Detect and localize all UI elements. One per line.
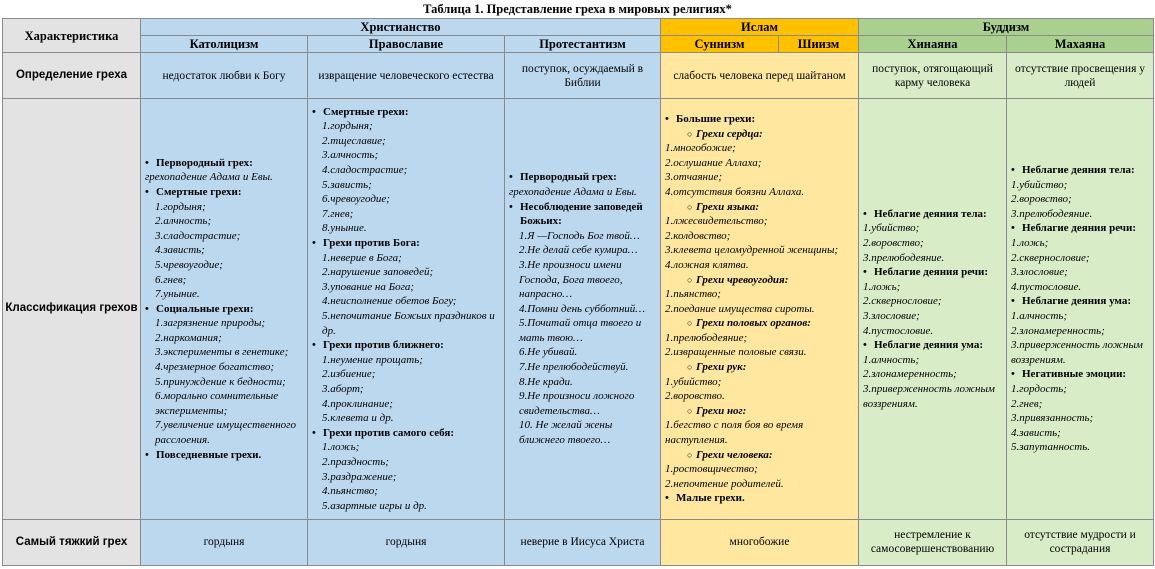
category-heading: • Повседневные грехи. [145,448,303,463]
list-item: 2.сквернословие; [1011,251,1090,264]
category-heading: • Грехи против Бога: [312,236,500,251]
list-item: 3.Не произноси имени Господа, Бога твоего, напрасно… [519,258,623,301]
list-item: 1.загрязнение природы; [155,317,266,330]
list-item: 1.ложь; [863,280,901,293]
subcategory-heading: ○ Грехи рук: [665,360,854,375]
list-item: 9.Не произноси ложного свидетельства… [519,390,635,417]
list-item: 3.клевета целомудренной женщины; [665,244,839,257]
category-heading: • Грехи против ближнего: [312,338,500,353]
list-item: 6.чревоугодие; [322,193,390,206]
definition-islam: слабость человека перед шайтаном [661,53,859,99]
list-item: 1.гордыня; [155,200,206,213]
list-item: 2.алчность; [155,215,212,228]
list-item: 3.эксперименты в генетике; [155,346,289,359]
header-catholicism: Католицизм [141,36,308,53]
list-item: грехопадение Адама и Евы. [145,171,273,184]
list-item: 2.непочтение родителей. [665,477,784,490]
category-heading: • Первородный грех: [509,170,656,185]
subcategory-heading: ○ Грехи сердца: [665,127,854,142]
subcategory-heading: ○ Грехи ног: [665,404,854,419]
list-item: 1.пьянство; [665,288,721,301]
gravest-orthodoxy: гордыня [308,519,505,565]
list-item: 5.принуждение к бедности; [155,375,286,388]
list-item: 6.Не убивай. [519,346,578,359]
list-item: 6.гнев; [155,273,187,286]
list-item: 1.неумение прощать; [322,353,423,366]
subcategory-heading: ○ Грехи человека: [665,448,854,463]
category-heading: • Смертные грехи: [145,185,303,200]
list-item: 3.приверженность ложным воззрениям. [863,382,995,410]
gravest-protestantism: неверие в Иисуса Христа [505,519,661,565]
list-item: 1.ростовщичество; [665,463,758,476]
header-characteristic: Характеристика [3,19,141,53]
header-mahayana: Махаяна [1007,36,1154,53]
list-item: 2.колдовство; [665,229,731,242]
list-item: 1.прелюбодеяние; [665,331,748,344]
list-item: 1.ложь; [1011,237,1049,250]
classification-hinayana [859,99,1007,520]
row-label-classification: Классификация грехов [3,99,141,520]
list-item: 4.ложная клятва. [665,258,749,271]
list-item: 1.убийство; [1011,178,1068,191]
category-heading: • Неблагие деяния ума: [1011,294,1149,309]
subcategory-heading: ○ Грехи языка: [665,200,854,215]
list-item: 7.уныние. [155,288,200,301]
list-item: 8.Не кради. [519,375,573,388]
definition-hinayana: поступок, отягощающий карму человека [859,53,1007,99]
list-item: 5.азартные игры и др. [322,499,427,512]
list-item: 10. Не желай жены ближнего твоего… [519,419,613,447]
list-item: 2.злонамеренность; [1011,324,1105,337]
gravest-islam: многобожие [661,519,859,565]
list-item: 2.наркомания; [155,331,222,344]
list-item: 1.ложь; [322,441,360,454]
list-item: 2.воровство; [863,237,924,250]
list-item: 2.избиение; [322,368,376,381]
list-item: 2.праздность; [322,455,389,468]
header-protestantism: Протестантизм [505,36,661,53]
list-item: 5.клевета и др. [322,412,394,425]
list-item: 4.Помни день субботний… [519,302,646,315]
gravest-catholicism: гордыня [141,519,308,565]
list-item: 3.прелюбодеяние. [863,251,945,264]
list-item: 7.Не прелюбодействуй. [519,361,629,374]
row-label-definition: Определение греха [3,53,141,99]
list-item: 3.раздражение; [322,470,397,483]
list-item: 3.прелюбодеяние. [1011,207,1093,220]
list-item: 2.тщеславие; [322,134,386,147]
category-heading: • Неблагие деяния ума: [863,338,1002,353]
list-item: 7.гнев; [322,207,354,220]
list-item: 1.многобожие; [665,142,736,155]
list-item: 2.нарушение заповедей; [322,266,434,279]
header-islam: Ислам [661,19,859,36]
classification-catholicism [141,99,308,520]
subcategory-heading: ○ Грехи чревоугодия: [665,273,854,288]
list-item: 3.приверженность ложным воззрениям. [1011,339,1143,366]
list-item: 4.пьянство; [322,485,378,498]
list-item: 1.гордыня; [322,120,373,133]
header-christianity: Христианство [141,19,661,36]
list-item: 2.воровство. [665,390,725,403]
list-item: 3.сладострастие; [155,229,241,242]
list-item: 1.убийство; [863,222,920,235]
row-label-gravest: Самый тяжкий грех [3,519,141,565]
list-item: 4.зависть; [1011,426,1061,439]
list-item: 3.привязанность; [1011,412,1094,425]
header-orthodoxy: Православие [308,36,505,53]
header-shiism: Шиизм [779,36,859,53]
subcategory-heading: ○ Грехи половых органов: [665,316,854,331]
definition-catholicism: недостаток любви к Богу [141,53,308,99]
list-item: 3.алчность; [322,149,379,162]
religions-sin-table [2,18,1154,566]
category-heading: • Смертные грехи: [312,105,500,120]
list-item: 1.алчность; [863,353,920,366]
list-item: 2.поедание имущества сироты. [665,302,815,315]
category-heading: • Большие грехи: [665,112,854,127]
list-item: 5.Почитай отца твоего и мать твою… [519,317,642,344]
list-item: 3.упование на Бога; [322,280,415,293]
list-item: 1.бегство с поля боя во время наступления. [665,419,804,447]
list-item: 3.злословие; [1011,266,1068,279]
list-item: 1.Я —Господь Бог твой… [519,229,640,242]
list-item: 2.Не делай себе кумира… [519,244,638,257]
list-item: 1.гордость; [1011,382,1067,395]
list-item: 5.запутанность. [1011,441,1090,454]
list-item: 4.неисполнение обетов Богу; [322,295,457,308]
gravest-mahayana: отсутствие мудрости и сострадания [1007,519,1154,565]
list-item: 5.чревоугодие; [155,258,223,271]
list-item: 2.сквернословие; [863,295,942,308]
list-item: 4.зависть; [155,244,205,257]
list-item: 1.неверие в Бога; [322,251,402,264]
category-heading: • Неблагие деяния речи: [1011,221,1149,236]
list-item: 3.отчаяние; [665,171,723,184]
category-heading: • Неблагие деяния речи: [863,265,1002,280]
list-item: 2.злонамеренность; [863,368,957,381]
classification-islam [661,99,859,520]
category-heading: • Малые грехи. [665,491,854,506]
list-item: 4.проклинание; [322,397,393,410]
header-sunnism: Суннизм [661,36,779,53]
category-heading: • Первородный грех: [145,156,303,171]
list-item: 4.пустословие. [863,324,934,337]
list-item: 4.чрезмерное богатство; [155,361,274,374]
list-item: 6.морально сомнительные эксперименты; [155,390,279,417]
table-caption: Таблица 1. Представление греха в мировых религиях* [423,2,732,16]
category-heading: • Грехи против самого себя: [312,426,500,441]
category-heading: • Несоблюдение заповедей Божьих: [509,200,656,229]
list-item: 1.лжесвидетельство; [665,215,768,228]
list-item: 2.гнев; [1011,397,1043,410]
definition-orthodoxy: извращение человеческого естества [308,53,505,99]
classification-orthodoxy [308,99,505,520]
list-item: 4.сладострастие; [322,164,408,177]
list-item: 4.отсутствия боязни Аллаха. [665,185,805,198]
list-item: 1.алчность; [1011,309,1068,322]
classification-protestantism [505,99,661,520]
list-item: 7.увеличение имущественного расслоения. [155,419,296,447]
category-heading: • Социальные грехи: [145,302,303,317]
list-item: грехопадение Адама и Евы. [509,185,637,198]
header-hinayana: Хинаяна [859,36,1007,53]
list-item: 2.извращенные половые связи. [665,346,807,359]
header-buddhism: Буддизм [859,19,1154,36]
list-item: 5.непочитание Божьих праздников и др. [322,309,495,337]
list-item: 5.зависть; [322,178,372,191]
list-item: 1.убийство; [665,375,722,388]
definition-protestantism: поступок, осуждаемый в Библии [505,53,661,99]
gravest-hinayana: нестремление к самосовершенствованию [859,519,1007,565]
definition-mahayana: отсутствие просвещения у людей [1007,53,1154,99]
list-item: 3.аборт; [322,382,364,395]
category-heading: • Неблагие деяния тела: [863,207,1002,222]
list-item: 2.ослушание Аллаха; [665,156,762,169]
list-item: 8.уныние. [322,222,367,235]
list-item: 2.воровство; [1011,193,1072,206]
classification-mahayana [1007,99,1154,520]
list-item: 4.пустословие. [1011,280,1082,293]
category-heading: • Негативные эмоции: [1011,367,1149,382]
category-heading: • Неблагие деяния тела: [1011,163,1149,178]
list-item: 3.злословие; [863,309,920,322]
